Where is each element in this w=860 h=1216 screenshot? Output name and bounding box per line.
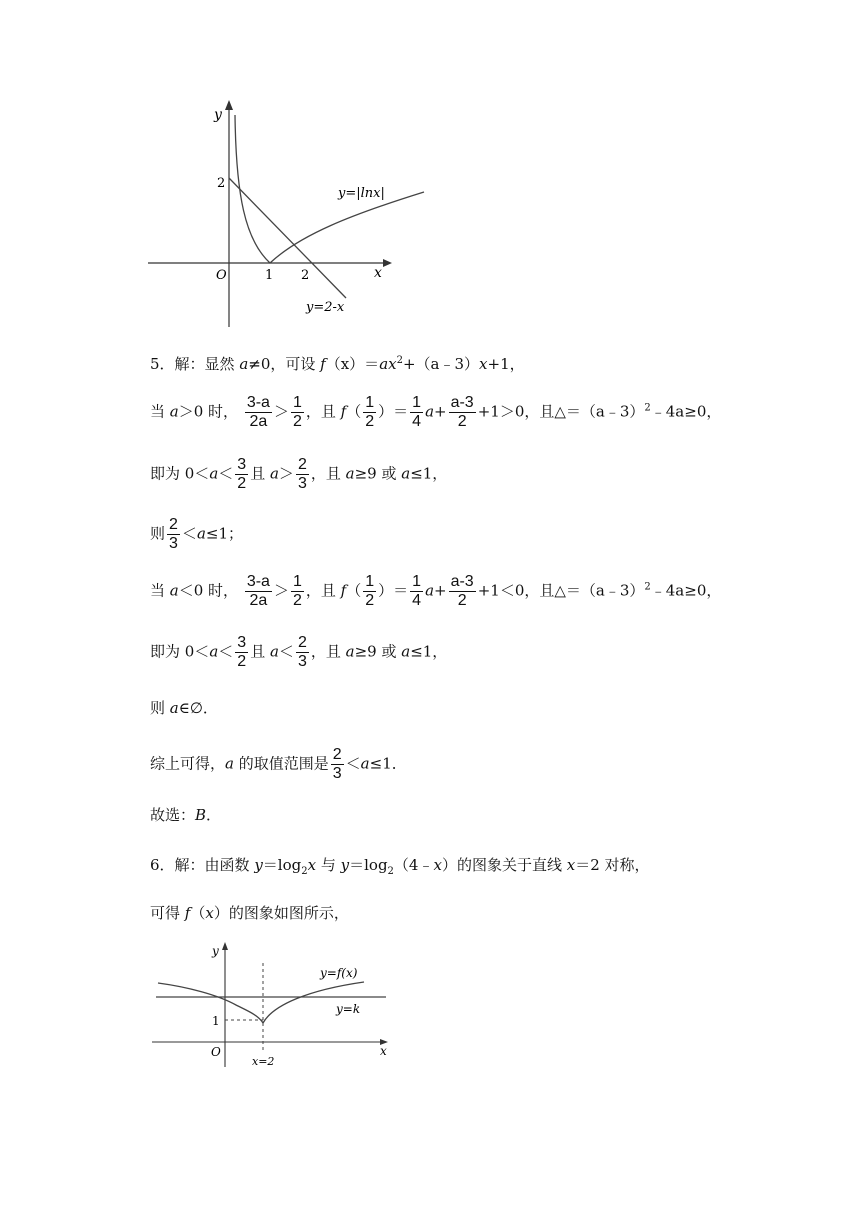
x-axis-label: x bbox=[380, 1044, 387, 1058]
var-x: x bbox=[566, 856, 576, 874]
y-axis-arrow bbox=[225, 100, 233, 110]
sol5-line3 bbox=[150, 456, 447, 493]
fraction bbox=[167, 516, 180, 553]
text: 当 bbox=[150, 402, 170, 421]
numerator: 1 bbox=[292, 573, 302, 590]
text: ＞0 时， bbox=[178, 402, 239, 421]
sol5-line7 bbox=[150, 697, 218, 719]
sol5-line9 bbox=[150, 804, 221, 826]
text: 则 bbox=[150, 524, 166, 543]
exponent: 2 bbox=[644, 581, 651, 593]
text: +1＞0，且△＝（a﹣3） bbox=[477, 402, 645, 421]
sol5-line1 bbox=[150, 350, 525, 375]
text: +1＜0，且△＝（a﹣3） bbox=[477, 581, 645, 600]
text: ）的图象关于直线 bbox=[441, 856, 567, 874]
y-axis-arrow bbox=[222, 942, 228, 950]
numerator: 3-a bbox=[246, 394, 270, 411]
subscript: 2 bbox=[387, 866, 394, 877]
var-x: x bbox=[479, 355, 488, 373]
text: ＝2 对称， bbox=[575, 856, 650, 874]
text: 且 bbox=[250, 464, 270, 483]
text: 即为 0＜ bbox=[150, 642, 210, 661]
sol5-line4 bbox=[150, 516, 243, 553]
text: ）＝ bbox=[378, 581, 409, 600]
fraction bbox=[235, 634, 248, 671]
fraction bbox=[331, 746, 344, 783]
denominator: 2 bbox=[292, 592, 302, 609]
var-a: a bbox=[345, 642, 355, 661]
fraction bbox=[449, 394, 476, 431]
y-axis-label: y bbox=[212, 944, 219, 958]
line-2-minus-x bbox=[229, 178, 346, 298]
var-a: a bbox=[401, 464, 411, 483]
denominator: 2a bbox=[249, 592, 268, 609]
numerator: 3 bbox=[237, 456, 247, 473]
text: 当 bbox=[150, 581, 170, 600]
text: 且 bbox=[250, 642, 270, 661]
var-y: y bbox=[340, 856, 350, 874]
sol5-line5 bbox=[150, 573, 721, 610]
var-ax: ax bbox=[379, 355, 397, 373]
text: ，且 bbox=[310, 464, 346, 483]
fraction bbox=[235, 456, 248, 493]
fraction bbox=[245, 394, 272, 431]
graph-abs-ln-vs-line bbox=[140, 95, 440, 335]
text: 与 bbox=[316, 856, 341, 874]
var-a: a bbox=[169, 402, 179, 421]
text: ＜ bbox=[218, 642, 234, 661]
numerator: 3-a bbox=[246, 573, 270, 590]
text: ≥9 或 bbox=[354, 464, 402, 483]
text: ＝log bbox=[349, 856, 388, 874]
vline-label: x=2 bbox=[252, 1055, 275, 1068]
fraction bbox=[291, 573, 304, 610]
fraction bbox=[363, 394, 376, 431]
text: ，且 bbox=[310, 642, 346, 661]
text: 6．解：由函数 bbox=[150, 856, 255, 874]
tick-x-1: 1 bbox=[265, 268, 274, 283]
text: ＞ bbox=[273, 581, 289, 600]
fraction bbox=[363, 573, 376, 610]
text: ，且 bbox=[305, 402, 341, 421]
numerator: a-3 bbox=[450, 394, 474, 411]
x-axis-label: x bbox=[374, 265, 382, 281]
var-a: a bbox=[269, 642, 279, 661]
var-x: x bbox=[205, 904, 214, 922]
sol6-line1 bbox=[150, 854, 650, 883]
line-y-k-label: y=k bbox=[336, 1002, 361, 1016]
text: ＝log bbox=[262, 856, 302, 874]
line-label: y=2-x bbox=[306, 300, 345, 315]
sol5-line6 bbox=[150, 634, 447, 671]
text: ＜ bbox=[278, 642, 294, 661]
var-y: y bbox=[254, 856, 263, 874]
denominator: 2 bbox=[365, 592, 375, 609]
denominator: 3 bbox=[169, 535, 178, 552]
text: ≤1， bbox=[410, 642, 448, 661]
text: 可得 bbox=[150, 904, 185, 922]
text: （ bbox=[190, 904, 206, 922]
var-f: f bbox=[184, 904, 191, 922]
var-a: a bbox=[360, 754, 370, 773]
text: 则 bbox=[150, 699, 170, 717]
sol5-line2 bbox=[150, 394, 721, 431]
tick-x-2: 2 bbox=[301, 268, 310, 283]
text: ≤1， bbox=[410, 464, 448, 483]
var-a: a bbox=[239, 355, 249, 373]
fraction bbox=[410, 394, 423, 431]
denominator: 2a bbox=[249, 413, 268, 430]
text: ）的图象如图所示， bbox=[213, 904, 349, 922]
numerator: 1 bbox=[292, 394, 302, 411]
exponent: 2 bbox=[396, 355, 403, 366]
subscript: 2 bbox=[301, 866, 308, 877]
graph-f-vs-k bbox=[148, 935, 398, 1070]
text: （ bbox=[346, 402, 362, 421]
exponent: 2 bbox=[644, 402, 651, 414]
var-a: a bbox=[209, 642, 219, 661]
var-a: a bbox=[169, 581, 179, 600]
denominator: 2 bbox=[457, 413, 467, 430]
fraction bbox=[449, 573, 476, 610]
numerator: 3 bbox=[237, 634, 247, 651]
text: a+ bbox=[425, 581, 447, 600]
text: ﹣4a≥0， bbox=[650, 402, 722, 421]
curve-abs-ln bbox=[235, 115, 424, 263]
denominator: 2 bbox=[237, 475, 247, 492]
var-x: x bbox=[433, 856, 442, 874]
text: a+ bbox=[425, 402, 447, 421]
numerator: 2 bbox=[169, 516, 178, 533]
var-f: f bbox=[340, 581, 347, 600]
text: （4﹣ bbox=[393, 856, 434, 874]
text: ）＝ bbox=[378, 402, 409, 421]
text: ＞ bbox=[273, 402, 289, 421]
text: ＜ bbox=[345, 754, 361, 773]
text: ＜ bbox=[218, 464, 234, 483]
denominator: 2 bbox=[237, 653, 247, 670]
text: 综上可得， bbox=[150, 754, 226, 773]
numerator: 2 bbox=[332, 746, 342, 763]
text: ＞ bbox=[278, 464, 294, 483]
curve-abs-ln-label: y=|lnx| bbox=[338, 186, 385, 201]
denominator: 3 bbox=[297, 475, 307, 492]
text: ≥9 或 bbox=[354, 642, 402, 661]
sol5-line8 bbox=[150, 746, 407, 783]
denominator: 3 bbox=[297, 653, 307, 670]
text: ，且 bbox=[305, 581, 341, 600]
x-axis-arrow bbox=[383, 259, 392, 267]
var-f: f bbox=[340, 402, 347, 421]
denominator: 4 bbox=[412, 592, 422, 609]
var-a: a bbox=[209, 464, 219, 483]
text: +1， bbox=[487, 355, 525, 373]
answer-letter: B bbox=[195, 806, 207, 824]
var-a: a bbox=[169, 699, 179, 717]
text: 故选： bbox=[150, 806, 196, 824]
denominator: 2 bbox=[292, 413, 302, 430]
var-a: a bbox=[196, 524, 206, 543]
var-f: f bbox=[320, 355, 326, 373]
numerator: 1 bbox=[412, 394, 422, 411]
denominator: 2 bbox=[365, 413, 375, 430]
fraction bbox=[245, 573, 272, 610]
fraction bbox=[296, 634, 309, 671]
text: 的取值范围是 bbox=[233, 754, 329, 773]
text: +（a﹣3） bbox=[402, 355, 480, 373]
text: 即为 0＜ bbox=[150, 464, 210, 483]
numerator: 1 bbox=[412, 573, 422, 590]
var-a: a bbox=[401, 642, 411, 661]
numerator: 2 bbox=[297, 634, 307, 651]
text: ﹣4a≥0， bbox=[650, 581, 722, 600]
text: ＜ bbox=[181, 524, 197, 543]
origin-label: O bbox=[216, 268, 227, 283]
text: ． bbox=[206, 806, 222, 824]
tick-y-1: 1 bbox=[212, 1014, 220, 1028]
numerator: 1 bbox=[365, 573, 375, 590]
curve-f-label: y=f(x) bbox=[320, 966, 358, 980]
text: ＜0 时， bbox=[178, 581, 239, 600]
var-x: x bbox=[307, 856, 317, 874]
fraction bbox=[296, 456, 309, 493]
denominator: 3 bbox=[332, 765, 342, 782]
var-a: a bbox=[345, 464, 355, 483]
denominator: 2 bbox=[457, 592, 467, 609]
var-a: a bbox=[269, 464, 279, 483]
y-axis-label: y bbox=[214, 107, 222, 123]
fraction bbox=[410, 573, 423, 610]
text: ≤1． bbox=[369, 754, 407, 773]
tick-y-2: 2 bbox=[217, 176, 226, 191]
sol6-line2 bbox=[150, 902, 349, 924]
curve-f bbox=[158, 982, 364, 1023]
denominator: 4 bbox=[412, 413, 422, 430]
text: （x）＝ bbox=[325, 355, 380, 373]
text: （ bbox=[346, 581, 362, 600]
text: ≠0，可设 bbox=[248, 355, 321, 373]
numerator: a-3 bbox=[450, 573, 474, 590]
origin-label: O bbox=[211, 1045, 221, 1059]
numerator: 2 bbox=[297, 456, 307, 473]
text: ∈∅． bbox=[178, 699, 218, 717]
text: ≤1； bbox=[205, 524, 244, 543]
text: 5．解：显然 bbox=[150, 355, 240, 373]
numerator: 1 bbox=[365, 394, 375, 411]
var-a: a bbox=[225, 754, 234, 773]
fraction bbox=[291, 394, 304, 431]
